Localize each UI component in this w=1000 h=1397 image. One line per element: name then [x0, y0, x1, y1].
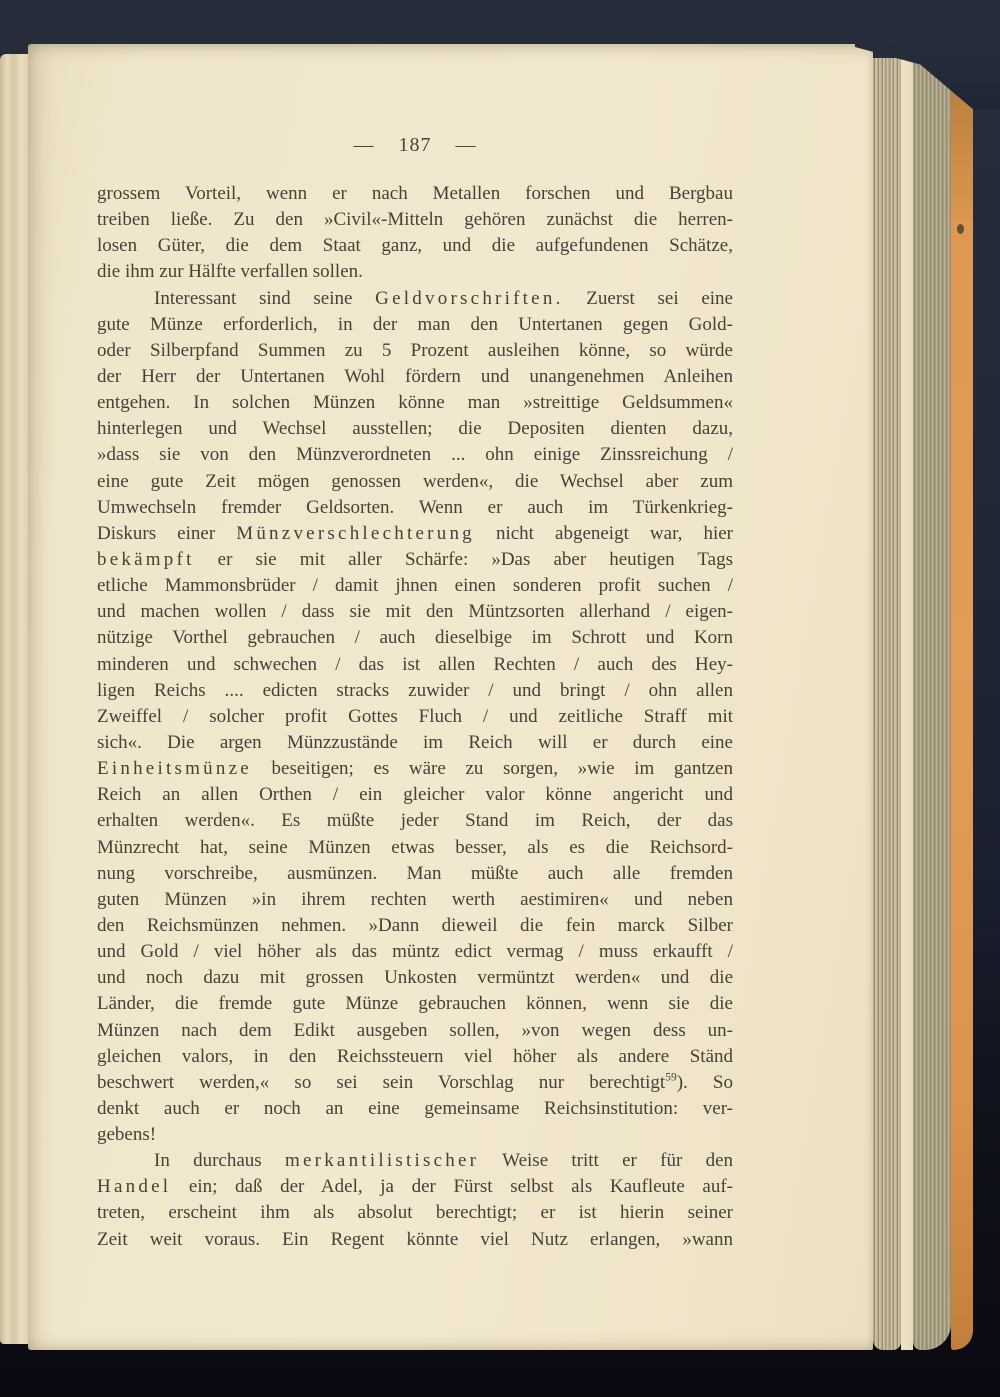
text-line: treten, erscheint ihm als absolut berechtigt; er ist hierin seiner: [97, 1202, 733, 1224]
text-line: minderen und schwechen / das ist allen Rechten / auch des Hey-: [97, 653, 733, 675]
text-line: In durchaus merkantilistischer Weise tritt er für den: [154, 1150, 733, 1172]
text-line: den Reichsmünzen nehmen. »Dann dieweil die fein marck Silber: [97, 914, 733, 936]
text-line: Zeit weit voraus. Ein Regent könnte viel Nutz erlangen, »wann: [97, 1228, 733, 1250]
body-text: [97, 181, 733, 1253]
page-number: 187: [398, 134, 432, 156]
page-edges-band-inner: [873, 58, 901, 1350]
text-line: nützige Vorthel gebrauchen / auch dieselbige im Schrott und Korn: [97, 627, 733, 649]
page-edges-gap: [901, 58, 913, 1350]
text-line: bekämpft er sie mit aller Schärfe: »Das aber heutigen Tags: [97, 548, 733, 570]
text-line: Handel ein; daß der Adel, ja der Fürst selbst als Kaufleute auf-: [97, 1176, 733, 1198]
open-book: [0, 44, 973, 1350]
text-line: grossem Vorteil, wenn er nach Metallen forschen und Bergbau: [97, 183, 733, 204]
header-dash-left: —: [353, 134, 375, 156]
text-line: sich«. Die argen Münzzustände im Reich will er durch eine: [97, 731, 733, 753]
text-line: hinterlegen und Wechsel ausstellen; die Depositen dienten dazu,: [97, 418, 733, 440]
text-line: Länder, die fremde gute Münze gebrauchen können, wenn sie die: [97, 993, 733, 1015]
text-line: »dass sie von den Münzverordneten ... ohn einige Zinssreichung /: [97, 444, 733, 466]
text-line: Diskurs einer Münzverschlechterung nicht abgeneigt war, hier: [97, 522, 733, 544]
text-line: Zweiffel / solcher profit Gottes Fluch / und zeitliche Straff mit: [97, 705, 733, 727]
text-line: denkt auch er noch an eine gemeinsame Reichsinstitution: ver-: [97, 1097, 733, 1119]
page-edges-band-outer: [913, 58, 951, 1350]
text-line: etliche Mammonsbrüder / damit jhnen einen sonderen profit suchen /: [97, 575, 733, 597]
book-page: [28, 44, 873, 1350]
text-line: Reich an allen Orthen / ein gleicher valor könne angericht und: [97, 784, 733, 806]
header-dash-right: —: [455, 134, 477, 156]
text-line: erhalten werden«. Es müßte jeder Stand im Reich, der das: [97, 810, 733, 832]
text-line: gute Münze erforderlich, in der man den Untertanen gegen Gold-: [97, 313, 733, 335]
text-line: und noch dazu mit grossen Unkosten vermüntzt werden« und die: [97, 967, 733, 989]
text-line: treiben ließe. Zu den »Civil«-Mitteln gehören zunächst die herren-: [97, 209, 733, 231]
text-line: losen Güter, die dem Staat ganz, und die aufgefundenen Schätze,: [97, 235, 733, 257]
text-line: gebens!: [97, 1124, 157, 1146]
text-line: Umwechseln fremder Geldsorten. Wenn er auch im Türkenkrieg-: [97, 496, 733, 518]
text-line: und machen wollen / dass sie mit den Müntzsorten allerhand / eigen-: [97, 601, 733, 623]
text-line: Einheitsmünze beseitigen; es wäre zu sorgen, »wie im gantzen: [97, 758, 733, 780]
text-line: ligen Reichs .... edicten stracks zuwider / und bringt / ohn allen: [97, 679, 733, 701]
text-line: beschwert werden,« so sei sein Vorschlag nur berechtigt$^{59}$). So: [97, 1071, 733, 1093]
text-line: Interessant sind seine Geldvorschriften. Zuerst sei eine: [154, 287, 733, 309]
text-line: Münzrecht hat, seine Münzen etwas besser, als es die Reichsord-: [97, 836, 733, 858]
text-line: oder Silberpfand Summen zu 5 Prozent ausleihen könne, so würde: [97, 339, 733, 361]
text-line: nung vorschreibe, ausmünzen. Man müßte auch alle fremden: [97, 862, 733, 884]
page-content: [97, 132, 733, 1253]
text-line: und Gold / viel höher als das müntz edict vermag / muss erkaufft /: [97, 941, 733, 963]
text-line: entgehen. In solchen Münzen könne man »streittige Geldsummen«: [97, 392, 733, 414]
text-line: Münzen nach dem Edikt ausgeben sollen, »von wegen dess un-: [97, 1019, 733, 1041]
cover-speck: [957, 224, 964, 234]
text-line: die ihm zur Hälfte verfallen sollen.: [97, 261, 363, 283]
page-header: [97, 132, 733, 158]
text-line: gleichen valors, in den Reichssteuern viel höher als andere Ständ: [97, 1045, 733, 1067]
text-line: guten Münzen »in ihrem rechten werth aestimiren« und neben: [97, 888, 733, 910]
fore-edge-pages: [873, 58, 951, 1350]
text-line: der Herr der Untertanen Wohl fördern und unangenehmen Anleihen: [97, 365, 733, 387]
text-line: eine gute Zeit mögen genossen werden«, die Wechsel aber zum: [97, 470, 733, 492]
book-cover-edge: [951, 74, 973, 1350]
